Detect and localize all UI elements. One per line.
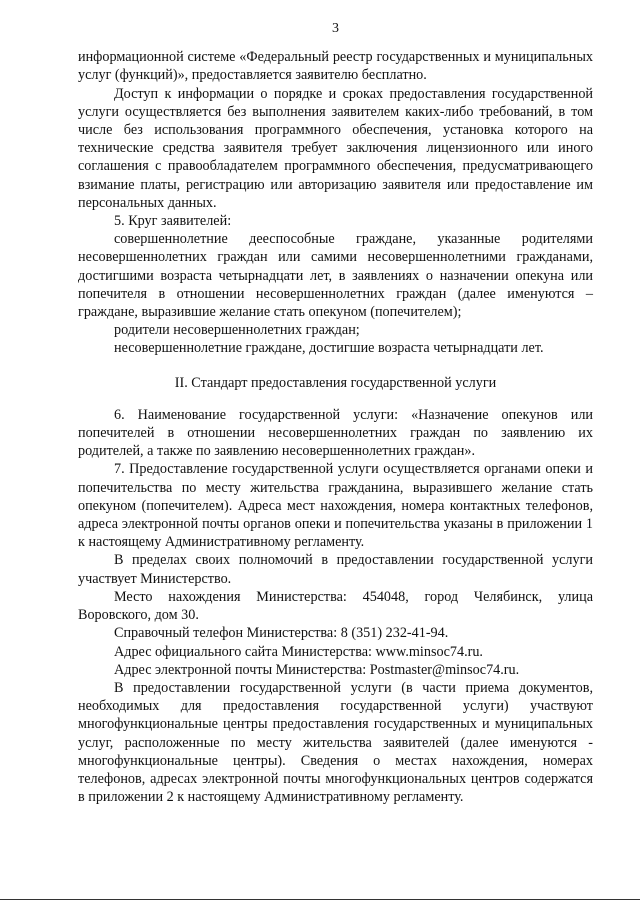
paragraph: несовершеннолетние граждане, достигшие возраста четырнадцати лет. [114, 340, 544, 357]
section-heading: II. Стандарт предоставления государственной услуги [174, 374, 497, 391]
bottom-rule [0, 899, 640, 900]
paragraph: Доступ к информации о порядке и сроках предоставления государственной услуги осуществляется без выполнения заявителем каких-либо требований, в том числе без использования программного обеспечения, установка которого на технические средства заявителя требует заключения лицензионного или иного соглашения с правообладателем программного обеспечения, предусматривающего взимание платы, регистрацию или авторизацию заявителя или предоставление им персональных данных. [78, 85, 593, 211]
paragraph: Адрес официального сайта Министерства: www.minsoc74.ru. [114, 643, 483, 660]
paragraph: Место нахождения Министерства: 454048, город Челябинск, улица Воровского, дом 30. [78, 588, 593, 624]
paragraph: Справочный телефон Министерства: 8 (351) 232-41-94. [114, 625, 449, 642]
paragraph: информационной системе «Федеральный реестр государственных и муниципальных услуг (функций)», предоставляется заявителю бесплатно. [78, 49, 593, 84]
document-page [78, 20, 593, 806]
paragraph: В предоставлении государственной услуги (в части приема документов, необходимых для предоставления государственной услуги) участвуют многофункциональные центры предоставления государственных и муниципальных услуг, расположенные по месту жительства заявителей (далее именуются - многофункциональные центры). Сведения о местах нахождения, номерах телефонов, адресах электронной почты многофункциональных центров содержатся в приложении 2 к настоящему Административному регламенту. [78, 679, 593, 806]
paragraphs-before-heading [78, 48, 593, 357]
paragraph: совершеннолетние дееспособные граждане, указанные родителями несовершеннолетних граждан или самими несовершеннолетними гражданами, достигшими возраста четырнадцати лет, в заявлениях о назначении опекуна или попечителя в отношении несовершеннолетних граждан (далее именуются – граждане, выразившие желание стать опекуном (попечителем); [78, 231, 593, 321]
paragraph: В пределах своих полномочий в предоставлении государственной услуги участвует Министерство. [78, 552, 593, 587]
paragraphs-after-heading [78, 406, 593, 806]
paragraph: 6. Наименование государственной услуги: «Назначение опекунов или попечителей в отношении несовершеннолетних граждан по заявлению их родителей, а также по заявлению несовершеннолетних граждан». [78, 406, 593, 460]
page-number: 3 [332, 21, 339, 36]
paragraph: 5. Круг заявителей: [114, 213, 232, 230]
paragraph: 7. Предоставление государственной услуги осуществляется органами опеки и попечительства по месту жительства гражданина, выразившего желание стать опекуном (попечителем). Адреса мест нахождения, номера контактных телефонов, адреса электронной почты органов опеки и попечительства указаны в приложении 1 к настоящему Административному регламенту. [78, 461, 593, 551]
paragraph: родители несовершеннолетних граждан; [114, 322, 360, 339]
paragraph: Адрес электронной почты Министерства: Postmaster@minsoc74.ru. [114, 661, 520, 678]
